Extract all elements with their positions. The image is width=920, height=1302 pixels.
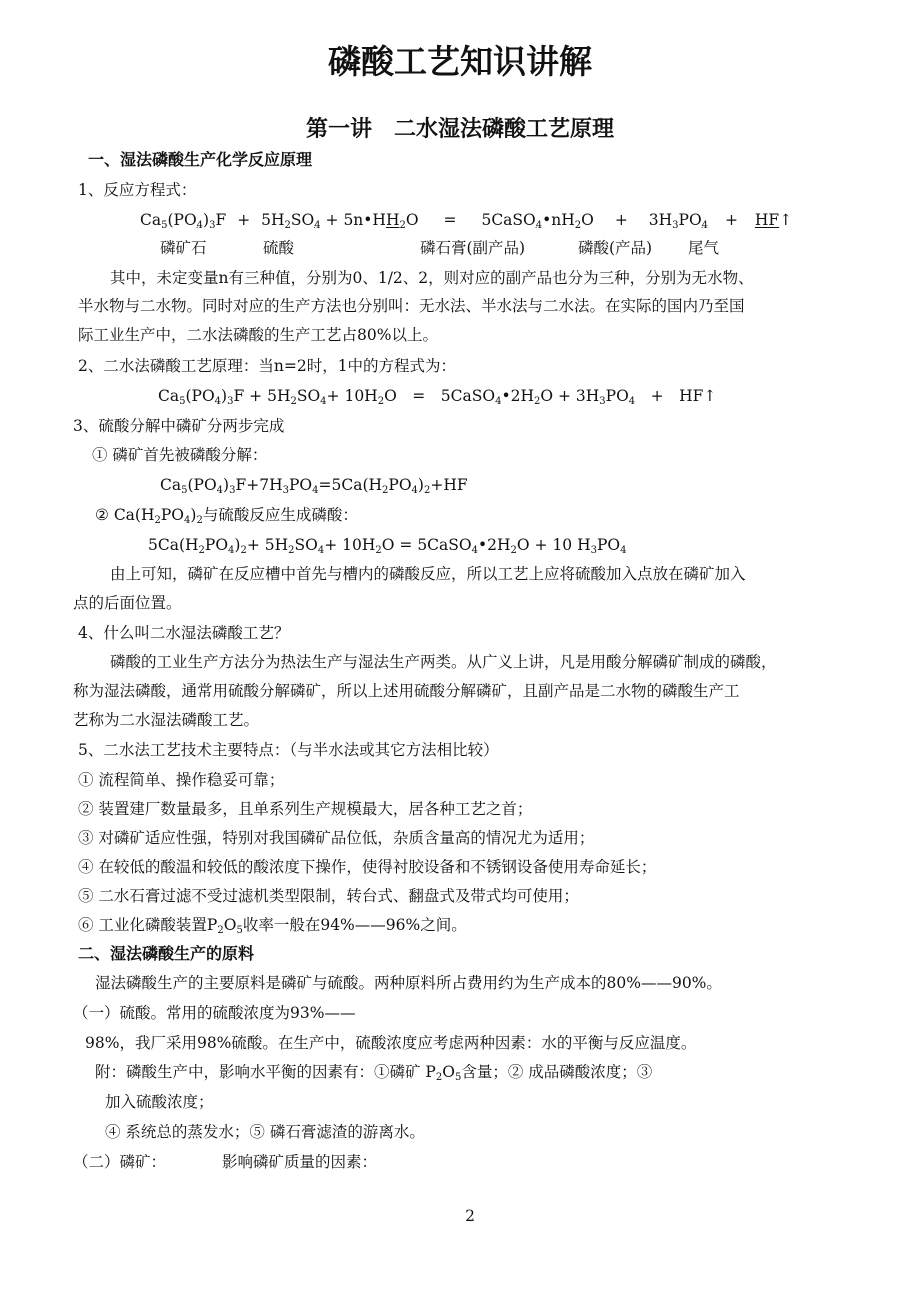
name-phosphogypsum: 磷石膏(副产品) — [420, 239, 526, 257]
feature-item: ③ 对磷矿适应性强，特别对我国磷矿品位低，杂质含量高的情况尤为适用； — [78, 829, 595, 847]
item-4-label: 4、什么叫二水湿法磷酸工艺？ — [78, 624, 290, 642]
paragraph-line: 湿法磷酸生产的主要原料是磷矿与硫酸。两种原料所占费用约为生产成本的80%——90%。 — [95, 974, 722, 992]
paragraph-line: （一）硫酸。常用的硫酸浓度为93%—— — [73, 1004, 356, 1022]
feature-item: ② 装置建厂数量最多，且单系列生产规模最大，居各种工艺之首； — [78, 800, 533, 818]
reaction-equation-step-1: $Ca_5(PO_4)_3F+7H_3PO_4=5Ca(H_2PO_4)_2+HF$ — [160, 476, 468, 496]
document-title: 磷酸工艺知识讲解 — [328, 42, 592, 81]
note-line: 加入硫酸浓度； — [105, 1093, 214, 1111]
paragraph-line: 98%，我厂采用98%硫酸。在生产中，硫酸浓度应考虑两种因素：水的平衡与反应温度。 — [85, 1034, 697, 1052]
paragraph-line: 点的后面位置。 — [73, 594, 182, 612]
paragraph-line: 半水物与二水物。同时对应的生产方法也分别叫：无水法、半水法与二水法。在实际的国内乃至国 — [78, 297, 745, 315]
page-number: 2 — [465, 1207, 475, 1225]
item-5-label: 5、二水法工艺技术主要特点：（与半水法或其它方法相比较） — [78, 741, 499, 759]
paragraph-line: 艺称为二水湿法磷酸工艺。 — [73, 711, 260, 729]
item-2-label: 2、二水法磷酸工艺原理：当n=2时，1中的方程式为： — [78, 357, 457, 375]
step-2-label: ② $Ca(H_2PO_4)_2$与硫酸反应生成磷酸： — [95, 506, 358, 526]
name-sulfuric-acid: 硫酸 — [263, 239, 295, 257]
feature-item: ① 流程简单、操作稳妥可靠； — [78, 771, 285, 789]
name-tail-gas: 尾气 — [688, 239, 720, 257]
reaction-equation-step-2: $5Ca(H_2PO_4)_2+ 5H_2SO_4+ 10H_2O$ = $5CaSO_4•2H_2O + 10$ $H_3PO_4$ — [148, 536, 627, 556]
feature-item: ⑤ 二水石膏过滤不受过滤机类型限制，转台式、翻盘式及带式均可使用； — [78, 887, 579, 905]
paragraph-line: 其中，未定变量n有三种值，分别为0、1/2、2，则对应的副产品也分为三种，分别为无水物、 — [110, 269, 754, 287]
feature-item: ④ 在较低的酸温和较低的酸浓度下操作，使得衬胶设备和不锈钢设备使用寿命延长； — [78, 858, 657, 876]
note-line: 附：磷酸生产中，影响水平衡的因素有：①磷矿 $P_2O_5$含量；② 成品磷酸浓度；③ — [95, 1063, 653, 1083]
paragraph-line: 磷酸的工业生产方法分为热法生产与湿法生产两类。从广义上讲，凡是用酸分解磷矿制成的磷酸， — [110, 653, 777, 671]
section-heading-1: 一、湿法磷酸生产化学反应原理 — [88, 150, 313, 169]
item-1-label: 1、反应方程式： — [78, 181, 197, 199]
item-3-label: 3、硫酸分解中磷矿分两步完成 — [73, 417, 285, 435]
rock-label: （二）磷矿： — [73, 1153, 167, 1171]
paragraph-line: 由上可知，磷矿在反应槽中首先与槽内的磷酸反应，所以工艺上应将硫酸加入点放在磷矿加入 — [110, 565, 746, 583]
paragraph-line: 际工业生产中，二水法磷酸的生产工艺占80%以上。 — [78, 326, 438, 344]
reaction-equation-dihydrate: $Ca_5(PO_4)_3F + 5H_2SO_4+ 10H_2O$ = $5CaSO_4•2H_2O + 3H_3PO_4$ + HF↑ — [158, 387, 717, 407]
section-heading-2: 二、湿法磷酸生产的原料 — [78, 944, 255, 963]
step-1-label: ① 磷矿首先被磷酸分解： — [92, 446, 268, 464]
name-phosphoric-acid: 磷酸(产品) — [578, 239, 653, 257]
lecture-title: 第一讲 二水湿法磷酸工艺原理 — [305, 117, 614, 142]
feature-item: ⑥ 工业化磷酸装置$P_2O_5$收率一般在94%——96%之间。 — [78, 916, 467, 936]
name-phosphate-rock: 磷矿石 — [160, 239, 207, 257]
rock-text: 影响磷矿质量的因素： — [222, 1153, 378, 1171]
reaction-equation-general: $Ca_5(PO_4)_3F + 5H_2SO_4$ + $5n•HH_2O$ = $5CaSO_4•nH_2O + 3H_3PO_4$ + HF↑ — [140, 211, 793, 231]
paragraph-line: 称为湿法磷酸，通常用硫酸分解磷矿，所以上述用硫酸分解磷矿，且副产品是二水物的磷酸生产工 — [73, 682, 740, 700]
note-line: ④ 系统总的蒸发水；⑤ 磷石膏滤渣的游离水。 — [105, 1123, 425, 1141]
